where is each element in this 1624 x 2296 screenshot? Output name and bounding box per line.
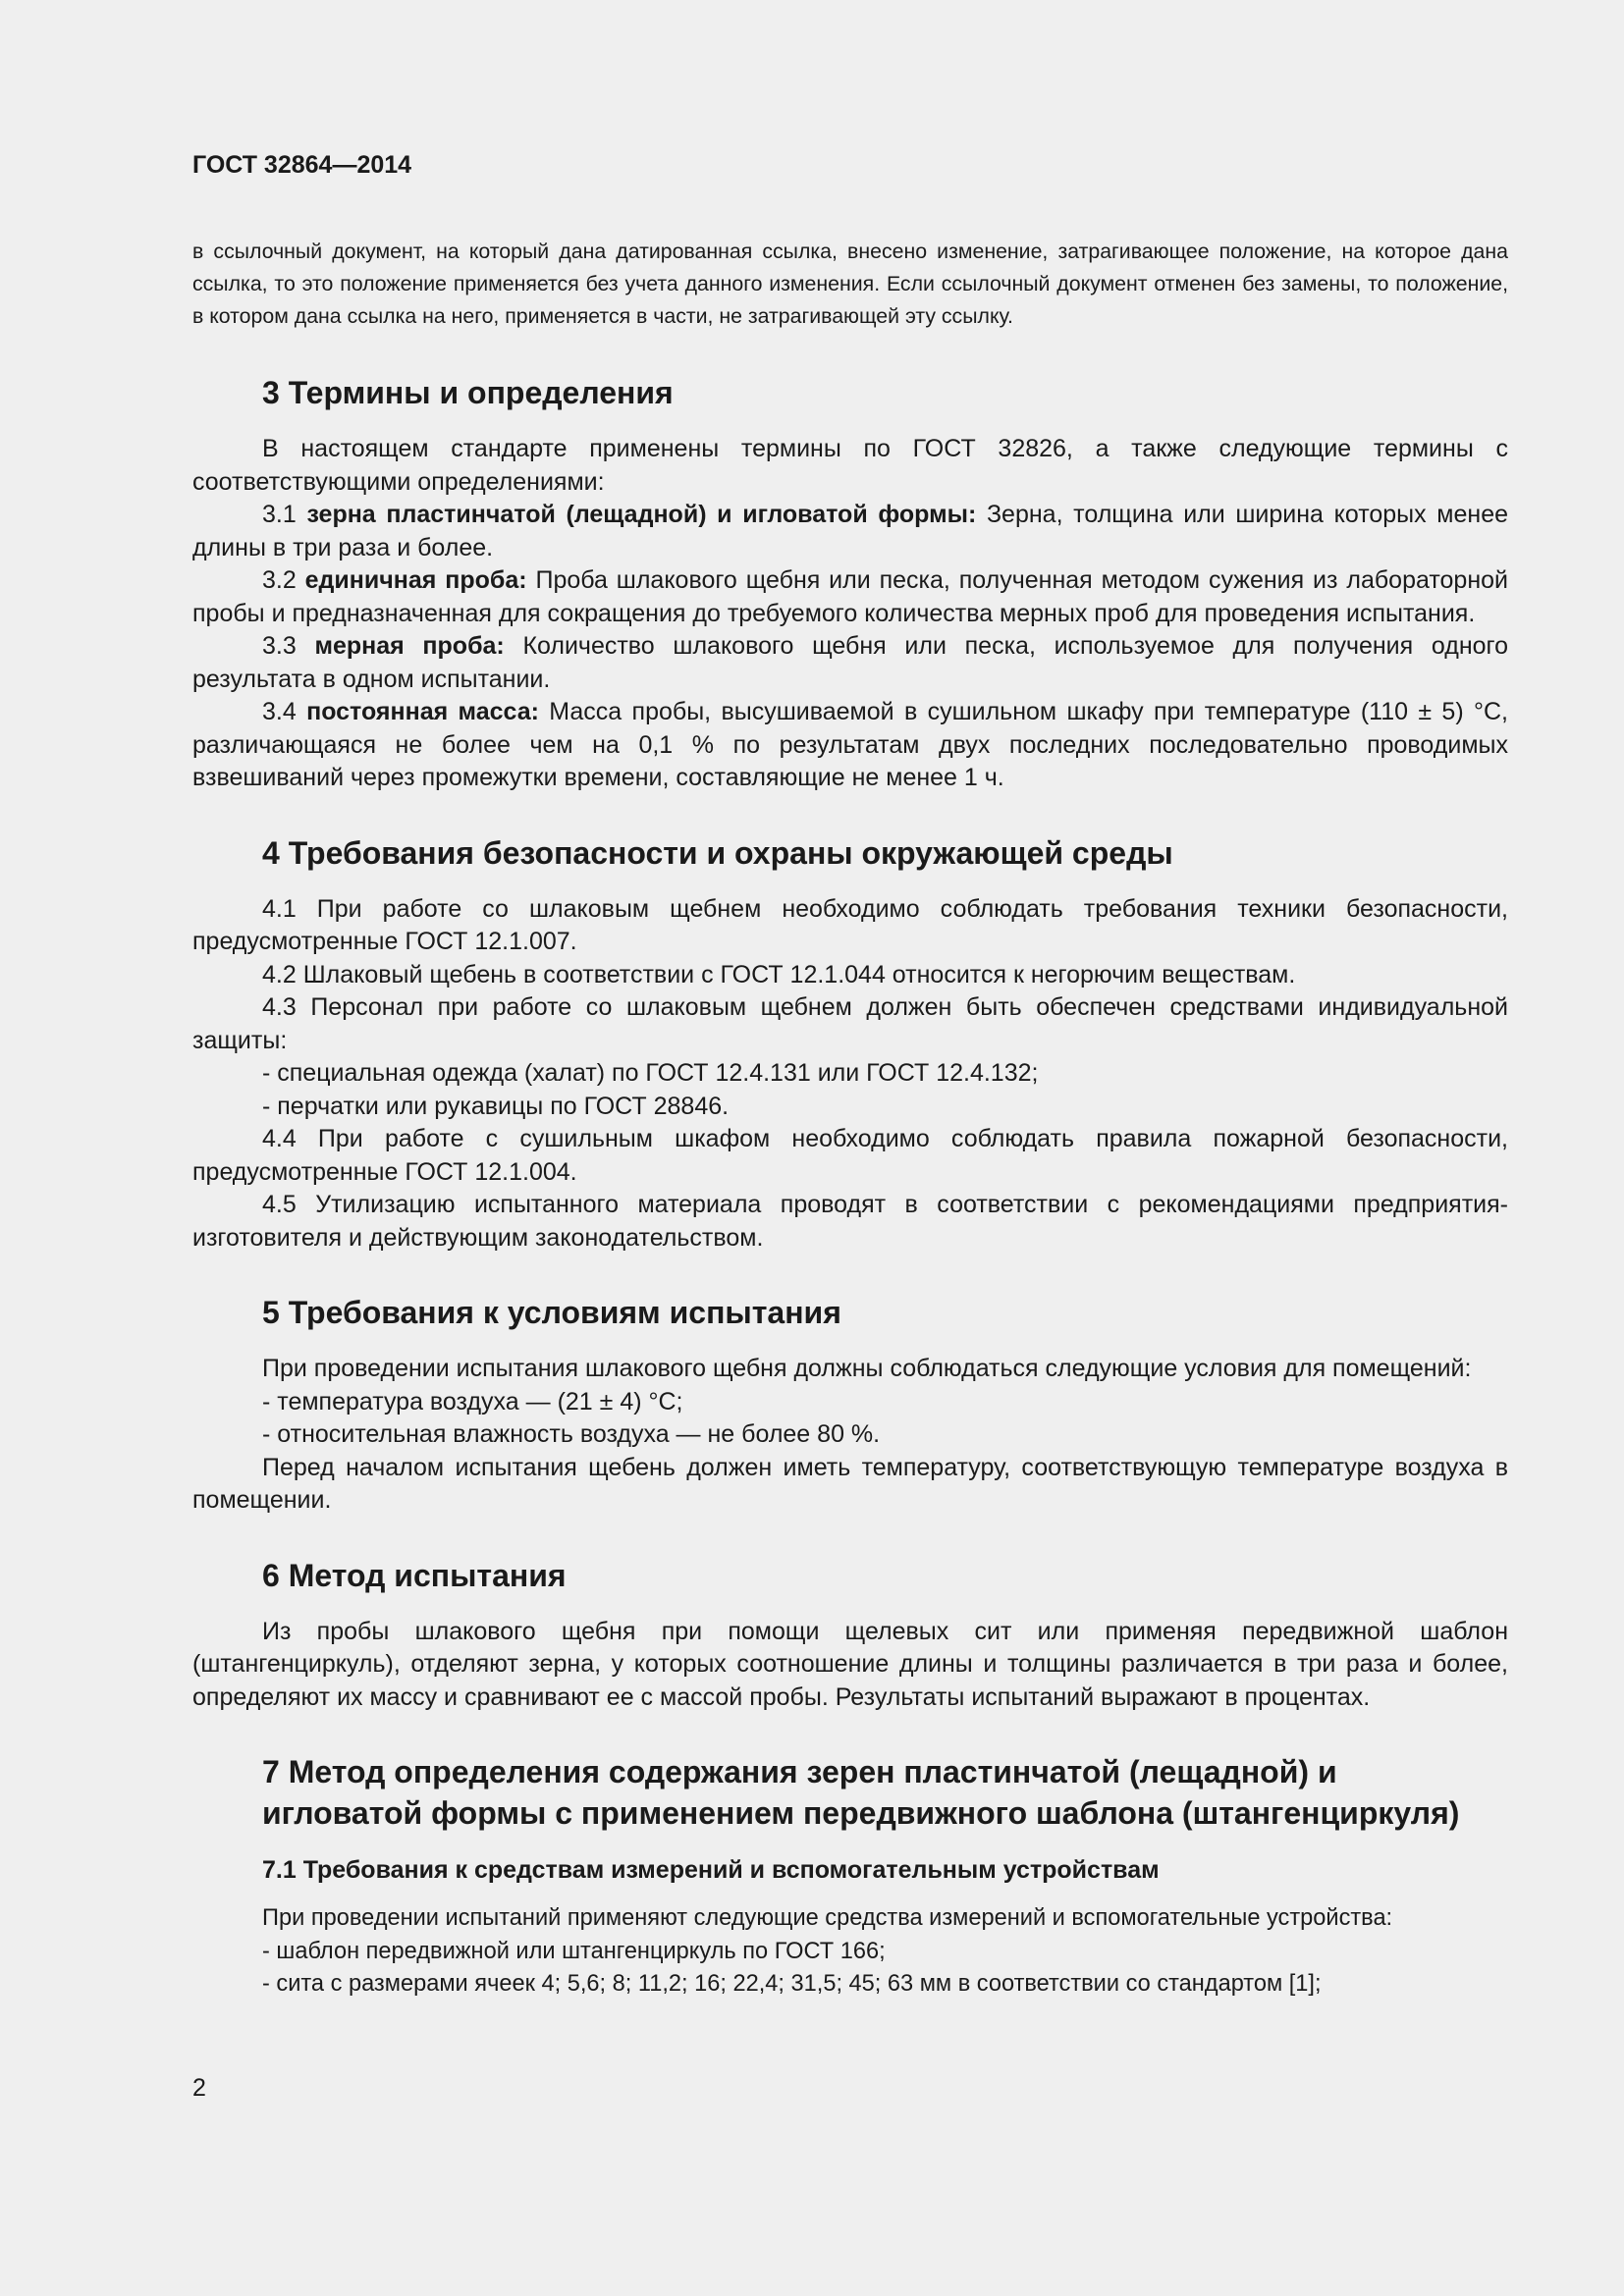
term-number: 3.1 [262,501,297,528]
term-3-3 [192,630,1508,696]
clause-4-1: 4.1 При работе со шлаковым щебнем необходимо соблюдать требования техники безопасности, предусмотренные ГОСТ 12.1.007. [192,894,1508,955]
term-3-2 [192,564,1508,630]
section-6-heading: 6 Метод испытания [262,1557,567,1593]
term-definition: Количество шлакового щебня или песка, используемое для получения одного результата в одном испытании. [192,632,1508,693]
term-name: единичная проба: [304,566,527,594]
clause-4-5: 4.5 Утилизацию испытанного материала проводят в соответствии с рекомендациями предприятия-изготовителя и действующим законодательством. [192,1191,1508,1252]
clause-4-3: 4.3 Персонал при работе со шлаковым щебнем должен быть обеспечен средствами индивидуальной защиты: [192,993,1508,1054]
section-6-paragraph: Из пробы шлакового щебня при помощи щелевых сит или применяя передвижной шаблон (штангенциркуль), отделяют зерна, у которых соотношение длины и толщины различается в три раза и более, определяют их массу и сравнивают ее с массой пробы. Результаты испытаний выражают в процентах. [192,1617,1508,1711]
section-4-heading: 4 Требования безопасности и охраны окружающей среды [262,834,1173,871]
term-number: 3.3 [262,632,297,660]
heading-line: 7 Метод определения содержания зерен пластинчатой (лещадной) и [262,1754,1337,1789]
list-item: - температура воздуха — (21 ± 4) °С; [262,1387,683,1415]
list-item: - перчатки или рукавицы по ГОСТ 28846. [262,1092,730,1120]
term-3-4 [192,696,1508,795]
page-number: 2 [192,2074,206,2102]
term-definition: Зерна, толщина или ширина которых менее длины в три раза и более. [192,501,1509,561]
document-page [192,147,1508,2002]
subsection-7-1-heading: 7.1 Требования к средствам измерений и вспомогательным устройствам [262,1856,1160,1884]
list-item: - сита с размерами ячеек 4; 5,6; 8; 11,2; 16; 22,4; 31,5; 45; 63 мм в соответствии со стандартом [1]; [262,1971,1322,1997]
heading-line: игловатой формы с применением передвижного шаблона (штангенциркуля) [262,1795,1460,1831]
list-item: - относительная влажность воздуха — не более 80 %. [262,1420,881,1448]
section-7-paragraph: При проведении испытаний применяют следующие средства измерений и вспомогательные устройства: [262,1905,1393,1931]
section-7-heading [192,1751,1508,1834]
term-definition: Проба шлакового щебня или песка, полученная методом сужения из лабораторной пробы и предназначенная для сокращения до требуемого количества мерных проб для проведения испытания. [192,566,1508,627]
term-name: мерная проба: [314,632,505,660]
term-name: зерна пластинчатой (лещадной) и игловатой формы: [306,501,977,528]
section-5-paragraph: Перед началом испытания щебень должен иметь температуру, соответствующую температуре воздуха в помещении. [192,1453,1508,1514]
clause-4-4: 4.4 При работе с сушильным шкафом необходимо соблюдать правила пожарной безопасности, предусмотренные ГОСТ 12.1.004. [192,1125,1508,1186]
intro-paragraph: в ссылочный документ, на который дана датированная ссылка, внесено изменение, затрагивающее положение, на которое дана ссылка, то это положение применяется без учета данного изменения. Если ссылочный документ отменен без замены, то положение, в котором дана ссылка на него, применяется в части, не затрагивающей эту ссылку. [192,240,1508,328]
list-item: - шаблон передвижной или штангенциркуль по ГОСТ 166; [262,1938,886,1964]
term-number: 3.2 [262,566,297,594]
term-number: 3.4 [262,698,297,725]
section-3-heading: 3 Термины и определения [262,375,674,410]
section-3-intro: В настоящем стандарте применены термины по ГОСТ 32826, а также следующие термины с соответствующими определениями: [192,435,1508,496]
term-name: постоянная масса: [306,698,539,725]
document-code-header: ГОСТ 32864—2014 [192,151,412,179]
clause-4-2: 4.2 Шлаковый щебень в соответствии с ГОСТ 12.1.044 относится к негорючим веществам. [262,960,1296,988]
section-5-heading: 5 Требования к условиям испытания [262,1295,841,1330]
term-definition: Масса пробы, высушиваемой в сушильном шкафу при температуре (110 ± 5) °С, различающаяся не более чем на 0,1 % по результатам двух последних последовательно проводимых взвешиваний через промежутки времени, составляющие не менее 1 ч. [192,698,1508,791]
section-5-paragraph: При проведении испытания шлакового щебня должны соблюдаться следующие условия для помещений: [262,1355,1472,1382]
list-item: - специальная одежда (халат) по ГОСТ 12.4.131 или ГОСТ 12.4.132; [262,1059,1039,1087]
term-3-1 [192,499,1508,564]
